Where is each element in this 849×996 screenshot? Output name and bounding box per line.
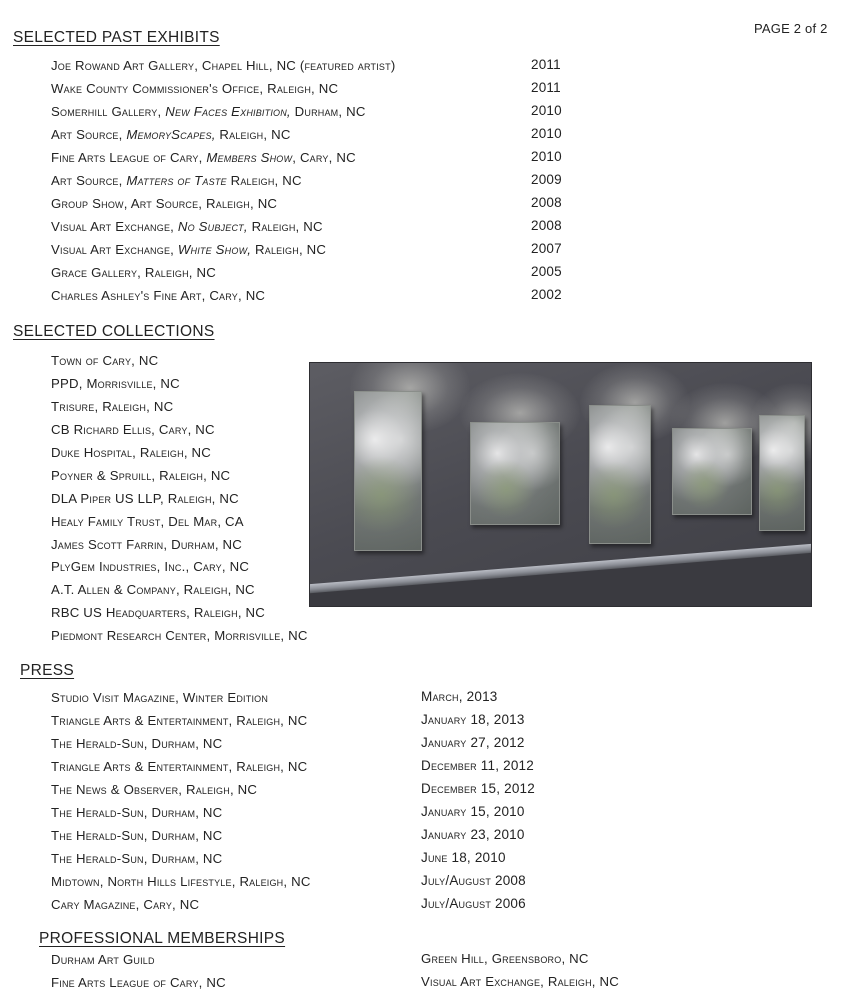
press-item: Midtown, North Hills Lifestyle, Raleigh, NC [51,874,311,889]
press-item: The News & Observer, Raleigh, NC [51,782,258,797]
collection-item: Trisure, Raleigh, NC [51,399,174,414]
press-date: January 15, 2010 [421,804,525,819]
exhibit-year: 2010 [531,126,562,141]
membership-item: Fine Arts League of Cary, NC [51,975,226,990]
exhibit-item: Grace Gallery, Raleigh, NC [51,265,216,280]
collection-item: Duke Hospital, Raleigh, NC [51,445,211,460]
collection-item: Healy Family Trust, Del Mar, CA [51,514,244,529]
collection-item: Piedmont Research Center, Morrisville, NC [51,628,308,643]
collection-item: PPD, Morrisville, NC [51,376,180,391]
exhibit-year: 2005 [531,264,562,279]
painting [672,428,752,515]
exhibit-year: 2010 [531,149,562,164]
collections-heading: SELECTED COLLECTIONS [13,323,215,340]
painting [589,405,651,544]
press-item: The Herald-Sun, Durham, NC [51,805,223,820]
painting [470,422,560,525]
page-number: PAGE 2 of 2 [754,21,828,36]
press-date: December 15, 2012 [421,781,535,796]
exhibits-heading: SELECTED PAST EXHIBITS [13,29,220,46]
exhibit-year: 2011 [531,80,561,95]
painting [354,391,422,551]
press-item: Studio Visit Magazine, Winter Edition [51,690,269,705]
exhibit-year: 2007 [531,241,562,256]
collection-item: DLA Piper US LLP, Raleigh, NC [51,491,239,506]
exhibit-item: Joe Rowand Art Gallery, Chapel Hill, NC (featured artist) [51,58,396,73]
press-item: Cary Magazine, Cary, NC [51,897,200,912]
press-item: The Herald-Sun, Durham, NC [51,851,223,866]
collection-item: PlyGem Industries, Inc., Cary, NC [51,559,250,574]
press-date: March, 2013 [421,689,498,704]
press-date: July/August 2006 [421,896,526,911]
exhibit-year: 2010 [531,103,562,118]
press-item: Triangle Arts & Entertainment, Raleigh, NC [51,759,308,774]
collection-item: RBC US Headquarters, Raleigh, NC [51,605,266,620]
membership-item: Green Hill, Greensboro, NC [421,951,589,966]
press-date: December 11, 2012 [421,758,534,773]
exhibit-year: 2008 [531,218,562,233]
press-item: Triangle Arts & Entertainment, Raleigh, NC [51,713,308,728]
collection-item: Town of Cary, NC [51,353,159,368]
press-item: The Herald-Sun, Durham, NC [51,736,223,751]
exhibit-item: Somerhill Gallery, New Faces Exhibition, Durham, NC [51,104,366,119]
press-date: June 18, 2010 [421,850,506,865]
exhibit-item: Group Show, Art Source, Raleigh, NC [51,196,278,211]
exhibit-year: 2008 [531,195,562,210]
exhibit-item: Fine Arts League of Cary, Members Show, Cary, NC [51,150,356,165]
press-date: January 27, 2012 [421,735,525,750]
collection-item: James Scott Farrin, Durham, NC [51,537,243,552]
collection-item: CB Richard Ellis, Cary, NC [51,422,215,437]
memberships-heading: PROFESSIONAL MEMBERSHIPS [39,930,286,947]
exhibit-year: 2011 [531,57,561,72]
collection-item: Poyner & Spruill, Raleigh, NC [51,468,231,483]
exhibit-item: Charles Ashley's Fine Art, Cary, NC [51,288,266,303]
exhibit-item: Art Source, Matters of Taste Raleigh, NC [51,173,302,188]
exhibit-item: Wake County Commissioner's Office, Raleigh, NC [51,81,339,96]
exhibit-item: Art Source, MemoryScapes, Raleigh, NC [51,127,291,142]
collection-item: A.T. Allen & Company, Raleigh, NC [51,582,255,597]
press-heading: PRESS [20,662,75,679]
membership-item: Visual Art Exchange, Raleigh, NC [421,974,619,989]
press-item: The Herald-Sun, Durham, NC [51,828,223,843]
exhibit-item: Visual Art Exchange, No Subject, Raleigh, NC [51,219,323,234]
exhibit-year: 2009 [531,172,562,187]
exhibit-year: 2002 [531,287,562,302]
press-date: January 23, 2010 [421,827,525,842]
press-date: July/August 2008 [421,873,526,888]
gallery-photo [309,362,812,607]
membership-item: Durham Art Guild [51,952,155,967]
press-date: January 18, 2013 [421,712,525,727]
painting [759,415,805,531]
exhibit-item: Visual Art Exchange, White Show, Raleigh, NC [51,242,327,257]
